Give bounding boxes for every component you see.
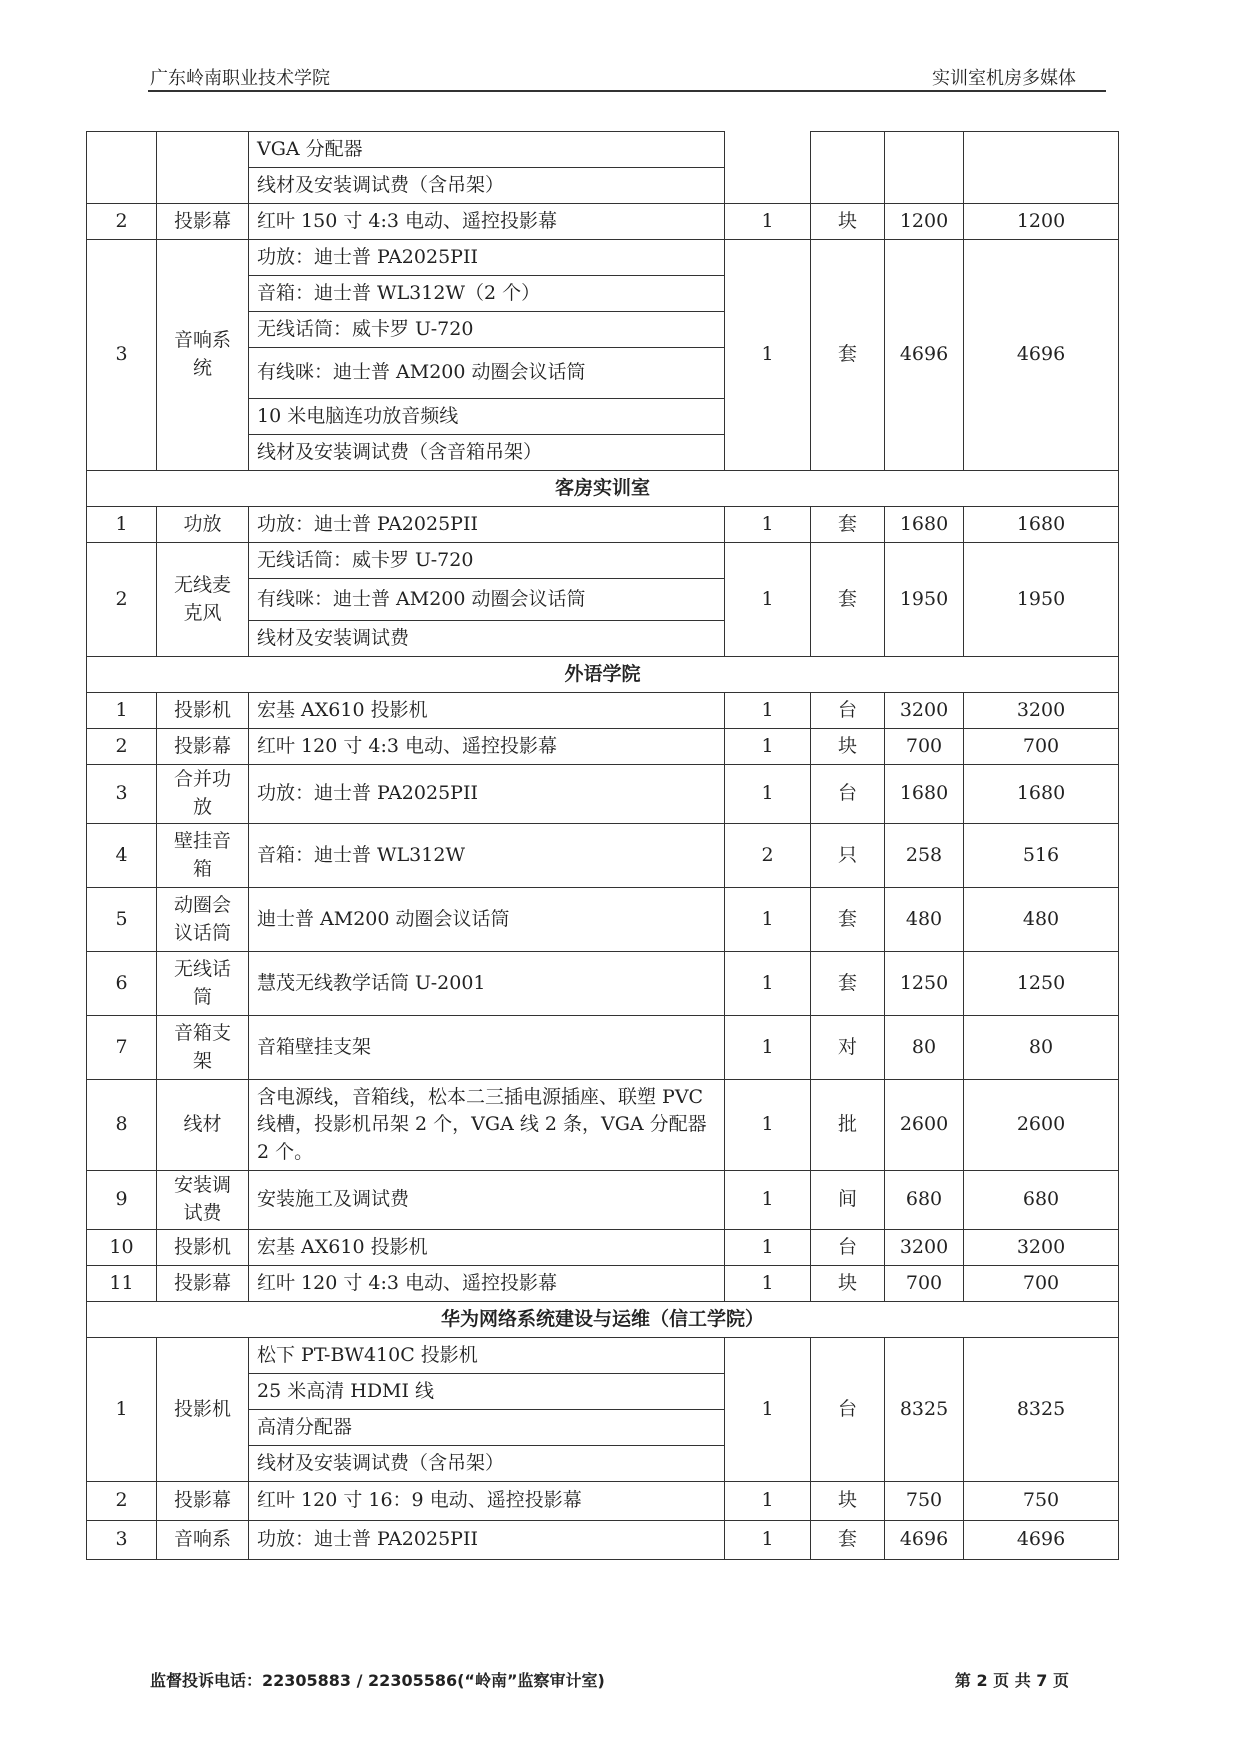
item-qty: 1 [725,1521,811,1560]
item-no: 3 [87,765,157,824]
section-title: 客房实训室 [87,471,1119,507]
table-row [87,729,1119,765]
item-desc: 无线话筒：威卡罗 U-720 [249,543,725,579]
table-row [87,1266,1119,1302]
item-qty: 1 [725,204,811,240]
item-unit: 只 [811,824,885,888]
item-total: 80 [964,1016,1119,1080]
section-header [87,471,1119,507]
table-row [87,507,1119,543]
item-desc: 功放：迪士普 PA2025PII [249,507,725,543]
item-price: 1200 [885,204,964,240]
item-no: 9 [87,1171,157,1230]
item-name: 投影幕 [157,1266,249,1302]
item-no: 6 [87,952,157,1016]
item-total: 680 [964,1171,1119,1230]
item-qty: 1 [725,1482,811,1521]
section-header [87,1302,1119,1338]
item-unit: 套 [811,888,885,952]
item-price: 750 [885,1482,964,1521]
item-price: 680 [885,1171,964,1230]
item-no: 1 [87,507,157,543]
item-total: 3200 [964,1230,1119,1266]
item-total: 1680 [964,507,1119,543]
equipment-table [86,131,1119,1560]
item-qty: 1 [725,888,811,952]
item-name: 壁挂音箱 [157,824,249,888]
table-row [87,952,1119,1016]
item-no: 3 [87,1521,157,1560]
item-name: 功放 [157,507,249,543]
item-name: 线材 [157,1080,249,1171]
item-no: 1 [87,693,157,729]
item-qty: 1 [725,1338,811,1482]
item-price: 1680 [885,765,964,824]
table-row [87,1016,1119,1080]
item-unit: 套 [811,240,885,471]
table-row [87,693,1119,729]
item-price: 480 [885,888,964,952]
table-row [87,888,1119,952]
item-price: 2600 [885,1080,964,1171]
item-price: 258 [885,824,964,888]
item-desc: 线材及安装调试费（含吊架） [249,1446,725,1482]
item-desc: VGA 分配器 [249,132,725,168]
item-price: 80 [885,1016,964,1080]
item-unit: 台 [811,1230,885,1266]
item-name: 投影幕 [157,204,249,240]
item-no: 4 [87,824,157,888]
item-total: 8325 [964,1338,1119,1482]
item-desc: 红叶 120 寸 16：9 电动、遥控投影幕 [249,1482,725,1521]
item-price: 4696 [885,240,964,471]
item-desc: 25 米高清 HDMI 线 [249,1374,725,1410]
footer-complaint-phone: 监督投诉电话：22305883 / 22305586(“岭南”监察审计室) [150,1671,605,1690]
item-name: 投影机 [157,1338,249,1482]
item-name: 无线话筒 [157,952,249,1016]
item-no: 2 [87,1482,157,1521]
header-school-name: 广东岭南职业技术学院 [150,68,330,89]
table-row [87,1171,1119,1230]
item-name: 无线麦克风 [157,543,249,657]
item-no: 2 [87,729,157,765]
item-no: 2 [87,543,157,657]
item-desc: 含电源线，音箱线，松本二三插电源插座、联塑 PVC 线槽，投影机吊架 2 个，VGA 线 2 条，VGA 分配器 2 个。 [249,1080,725,1171]
item-total: 516 [964,824,1119,888]
item-total: 1250 [964,952,1119,1016]
item-qty: 1 [725,765,811,824]
header-doc-title: 实训室机房多媒体 [932,68,1076,89]
item-desc: 红叶 150 寸 4:3 电动、遥控投影幕 [249,204,725,240]
item-qty: 1 [725,543,811,657]
item-unit: 台 [811,1338,885,1482]
item-qty: 1 [725,1171,811,1230]
item-desc: 音箱壁挂支架 [249,1016,725,1080]
table-row [87,1521,1119,1560]
item-desc: 功放：迪士普 PA2025PII [249,1521,725,1560]
table-row [87,1230,1119,1266]
item-price: 4696 [885,1521,964,1560]
item-desc: 线材及安装调试费（含吊架） [249,168,725,204]
item-total: 1680 [964,765,1119,824]
item-qty: 1 [725,952,811,1016]
item-total: 4696 [964,1521,1119,1560]
item-unit: 块 [811,1482,885,1521]
item-total: 700 [964,729,1119,765]
item-no: 8 [87,1080,157,1171]
item-name: 投影幕 [157,729,249,765]
item-no: 7 [87,1016,157,1080]
item-qty: 1 [725,240,811,471]
item-price: 700 [885,729,964,765]
item-unit: 套 [811,507,885,543]
item-total: 1200 [964,204,1119,240]
header-rule [148,90,1106,92]
item-no: 5 [87,888,157,952]
item-name: 安装调试费 [157,1171,249,1230]
table-row [87,240,1119,276]
item-desc: 10 米电脑连功放音频线 [249,399,725,435]
item-no: 1 [87,1338,157,1482]
item-desc: 音箱：迪士普 WL312W（2 个） [249,276,725,312]
table-row [87,204,1119,240]
item-qty: 1 [725,1266,811,1302]
footer-page-number: 第 2 页 共 7 页 [954,1671,1069,1690]
item-qty: 1 [725,729,811,765]
item-desc: 音箱：迪士普 WL312W [249,824,725,888]
item-total: 750 [964,1482,1119,1521]
item-desc: 无线话筒：威卡罗 U-720 [249,312,725,348]
item-price: 700 [885,1266,964,1302]
item-unit: 块 [811,729,885,765]
item-name: 音响系 [157,1521,249,1560]
item-unit: 套 [811,952,885,1016]
item-desc: 松下 PT-BW410C 投影机 [249,1338,725,1374]
item-desc: 有线咪：迪士普 AM200 动圈会议话筒 [249,579,725,621]
table-row [87,1080,1119,1171]
item-desc: 宏基 AX610 投影机 [249,693,725,729]
item-unit: 块 [811,204,885,240]
item-qty: 1 [725,1016,811,1080]
item-desc: 线材及安装调试费 [249,621,725,657]
item-total: 2600 [964,1080,1119,1171]
item-total: 4696 [964,240,1119,471]
section-title: 外语学院 [87,657,1119,693]
item-name: 音箱支架 [157,1016,249,1080]
item-desc: 红叶 120 寸 4:3 电动、遥控投影幕 [249,1266,725,1302]
table-row [87,1482,1119,1521]
item-name: 投影机 [157,693,249,729]
table-row [87,824,1119,888]
item-unit: 批 [811,1080,885,1171]
item-qty: 1 [725,507,811,543]
table-row [87,1338,1119,1374]
item-qty: 1 [725,693,811,729]
item-unit: 台 [811,693,885,729]
item-total: 1950 [964,543,1119,657]
item-no: 3 [87,240,157,471]
item-no: 11 [87,1266,157,1302]
item-unit: 间 [811,1171,885,1230]
item-no: 2 [87,204,157,240]
item-name: 投影幕 [157,1482,249,1521]
item-name: 合并功放 [157,765,249,824]
item-desc: 迪士普 AM200 动圈会议话筒 [249,888,725,952]
item-unit: 对 [811,1016,885,1080]
item-total: 480 [964,888,1119,952]
section-header [87,657,1119,693]
item-name: 音响系统 [157,240,249,471]
item-name: 投影机 [157,1230,249,1266]
item-price: 1950 [885,543,964,657]
item-desc: 慧茂无线教学话筒 U-2001 [249,952,725,1016]
item-qty: 1 [725,1230,811,1266]
item-desc: 高清分配器 [249,1410,725,1446]
item-unit: 台 [811,765,885,824]
item-no: 10 [87,1230,157,1266]
item-desc: 功放：迪士普 PA2025PII [249,240,725,276]
table-row [87,543,1119,579]
section-rows [87,693,1119,1302]
item-unit: 套 [811,543,885,657]
item-desc: 线材及安装调试费（含音箱吊架） [249,435,725,471]
item-total: 3200 [964,693,1119,729]
item-qty: 1 [725,1080,811,1171]
item-name: 动圈会议话筒 [157,888,249,952]
item-desc: 红叶 120 寸 4:3 电动、遥控投影幕 [249,729,725,765]
item-unit: 套 [811,1521,885,1560]
section-title: 华为网络系统建设与运维（信工学院） [87,1302,1119,1338]
item-price: 1250 [885,952,964,1016]
item-total: 700 [964,1266,1119,1302]
item-price: 8325 [885,1338,964,1482]
item-price: 3200 [885,693,964,729]
item-price: 1680 [885,507,964,543]
item-price: 3200 [885,1230,964,1266]
item-unit: 块 [811,1266,885,1302]
item-desc: 安装施工及调试费 [249,1171,725,1230]
item-qty: 2 [725,824,811,888]
item-desc: 宏基 AX610 投影机 [249,1230,725,1266]
table-row [87,132,1119,168]
item-desc: 功放：迪士普 PA2025PII [249,765,725,824]
table-row [87,765,1119,824]
item-desc: 有线咪：迪士普 AM200 动圈会议话筒 [249,348,725,399]
